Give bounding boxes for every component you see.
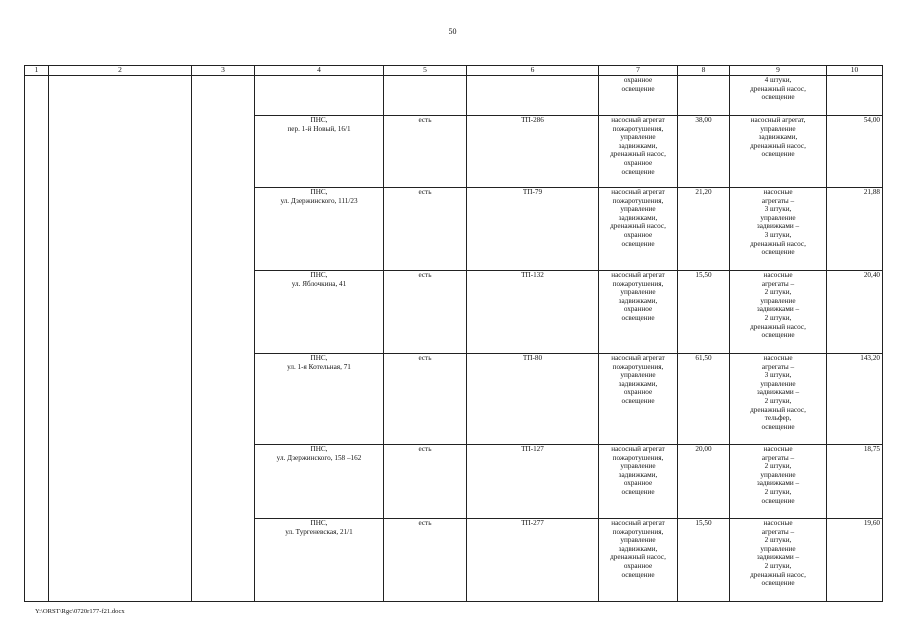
load-cell: 18,75 <box>827 445 883 519</box>
load-cell: 54,00 <box>827 116 883 188</box>
power-cell: 15,50 <box>678 519 730 602</box>
substation-cell: ТП-80 <box>467 354 599 445</box>
substation-cell: ТП-286 <box>467 116 599 188</box>
consumers-cell: насосный агрегат пожаротушения, управление задвижками, дренажный насос, охранное освещение <box>599 188 678 271</box>
consumers-cell: насосный агрегат пожаротушения, управление задвижками, дренажный насос, охранное освещение <box>599 519 678 602</box>
object-cell: ПНС, ул. Тургеневская, 21/1 <box>255 519 384 602</box>
consumers-cell: насосный агрегат пожаротушения, управление задвижками, охранное освещение <box>599 271 678 354</box>
equipment-cell: насосные агрегаты – 3 штуки, управление задвижками – 3 штуки, дренажный насос, освещение <box>730 188 827 271</box>
substation-cell <box>467 76 599 116</box>
availability-cell: есть <box>384 445 467 519</box>
col-10-header: 10 <box>827 66 883 76</box>
load-cell: 19,60 <box>827 519 883 602</box>
col-5-header: 5 <box>384 66 467 76</box>
availability-cell <box>384 76 467 116</box>
object-cell: ПНС, ул. Дзержинского, 158 –162 <box>255 445 384 519</box>
equipment-cell: насосный агрегат, управление задвижками, дренажный насос, освещение <box>730 116 827 188</box>
equipment-cell: насосные агрегаты – 2 штуки, управление задвижками – 2 штуки, освещение <box>730 445 827 519</box>
consumers-cell: насосный агрегат пожаротушения, управление задвижками, дренажный насос, охранное освещение <box>599 116 678 188</box>
object-cell: ПНС, ул. 1-я Котельная, 71 <box>255 354 384 445</box>
merged-col-1 <box>25 76 49 602</box>
equipment-cell: насосные агрегаты – 2 штуки, управление задвижками – 2 штуки, дренажный насос, освещение <box>730 271 827 354</box>
availability-cell: есть <box>384 271 467 354</box>
equipment-table <box>24 65 883 602</box>
equipment-cell: насосные агрегаты – 3 штуки, управление задвижками – 2 штуки, дренажный насос, тельфер, освещение <box>730 354 827 445</box>
col-2-header: 2 <box>49 66 192 76</box>
object-cell: ПНС, ул. Дзержинского, 111/23 <box>255 188 384 271</box>
substation-cell: ТП-277 <box>467 519 599 602</box>
power-cell: 20,00 <box>678 445 730 519</box>
consumers-cell: насосный агрегат пожаротушения, управление задвижками, охранное освещение <box>599 445 678 519</box>
col-9-header: 9 <box>730 66 827 76</box>
object-cell <box>255 76 384 116</box>
availability-cell: есть <box>384 116 467 188</box>
col-8-header: 8 <box>678 66 730 76</box>
col-7-header: 7 <box>599 66 678 76</box>
power-cell: 61,50 <box>678 354 730 445</box>
substation-cell: ТП-127 <box>467 445 599 519</box>
load-cell: 20,40 <box>827 271 883 354</box>
col-4-header: 4 <box>255 66 384 76</box>
footer-file-path: Y:\ORST\Rgc\0720r177-f21.docx <box>35 608 125 615</box>
consumers-cell: охранное освещение <box>599 76 678 116</box>
availability-cell: есть <box>384 519 467 602</box>
col-1-header: 1 <box>25 66 49 76</box>
availability-cell: есть <box>384 354 467 445</box>
substation-cell: ТП-79 <box>467 188 599 271</box>
availability-cell: есть <box>384 188 467 271</box>
consumers-cell: насосный агрегат пожаротушения, управление задвижками, охранное освещение <box>599 354 678 445</box>
load-cell: 143,20 <box>827 354 883 445</box>
column-number-row <box>25 66 883 76</box>
load-cell <box>827 76 883 116</box>
col-6-header: 6 <box>467 66 599 76</box>
table-row <box>25 76 883 116</box>
equipment-cell: насосные агрегаты – 2 штуки, управление задвижками – 2 штуки, дренажный насос, освещение <box>730 519 827 602</box>
load-cell: 21,88 <box>827 188 883 271</box>
power-cell <box>678 76 730 116</box>
power-cell: 15,50 <box>678 271 730 354</box>
merged-col-3 <box>192 76 255 602</box>
object-cell: ПНС, ул. Яблочкина, 41 <box>255 271 384 354</box>
power-cell: 38,00 <box>678 116 730 188</box>
power-cell: 21,20 <box>678 188 730 271</box>
page-number: 50 <box>448 27 457 36</box>
equipment-cell: 4 штуки, дренажный насос, освещение <box>730 76 827 116</box>
object-cell: ПНС, пер. 1-й Новый, 16/1 <box>255 116 384 188</box>
col-3-header: 3 <box>192 66 255 76</box>
substation-cell: ТП-132 <box>467 271 599 354</box>
merged-col-2 <box>49 76 192 602</box>
